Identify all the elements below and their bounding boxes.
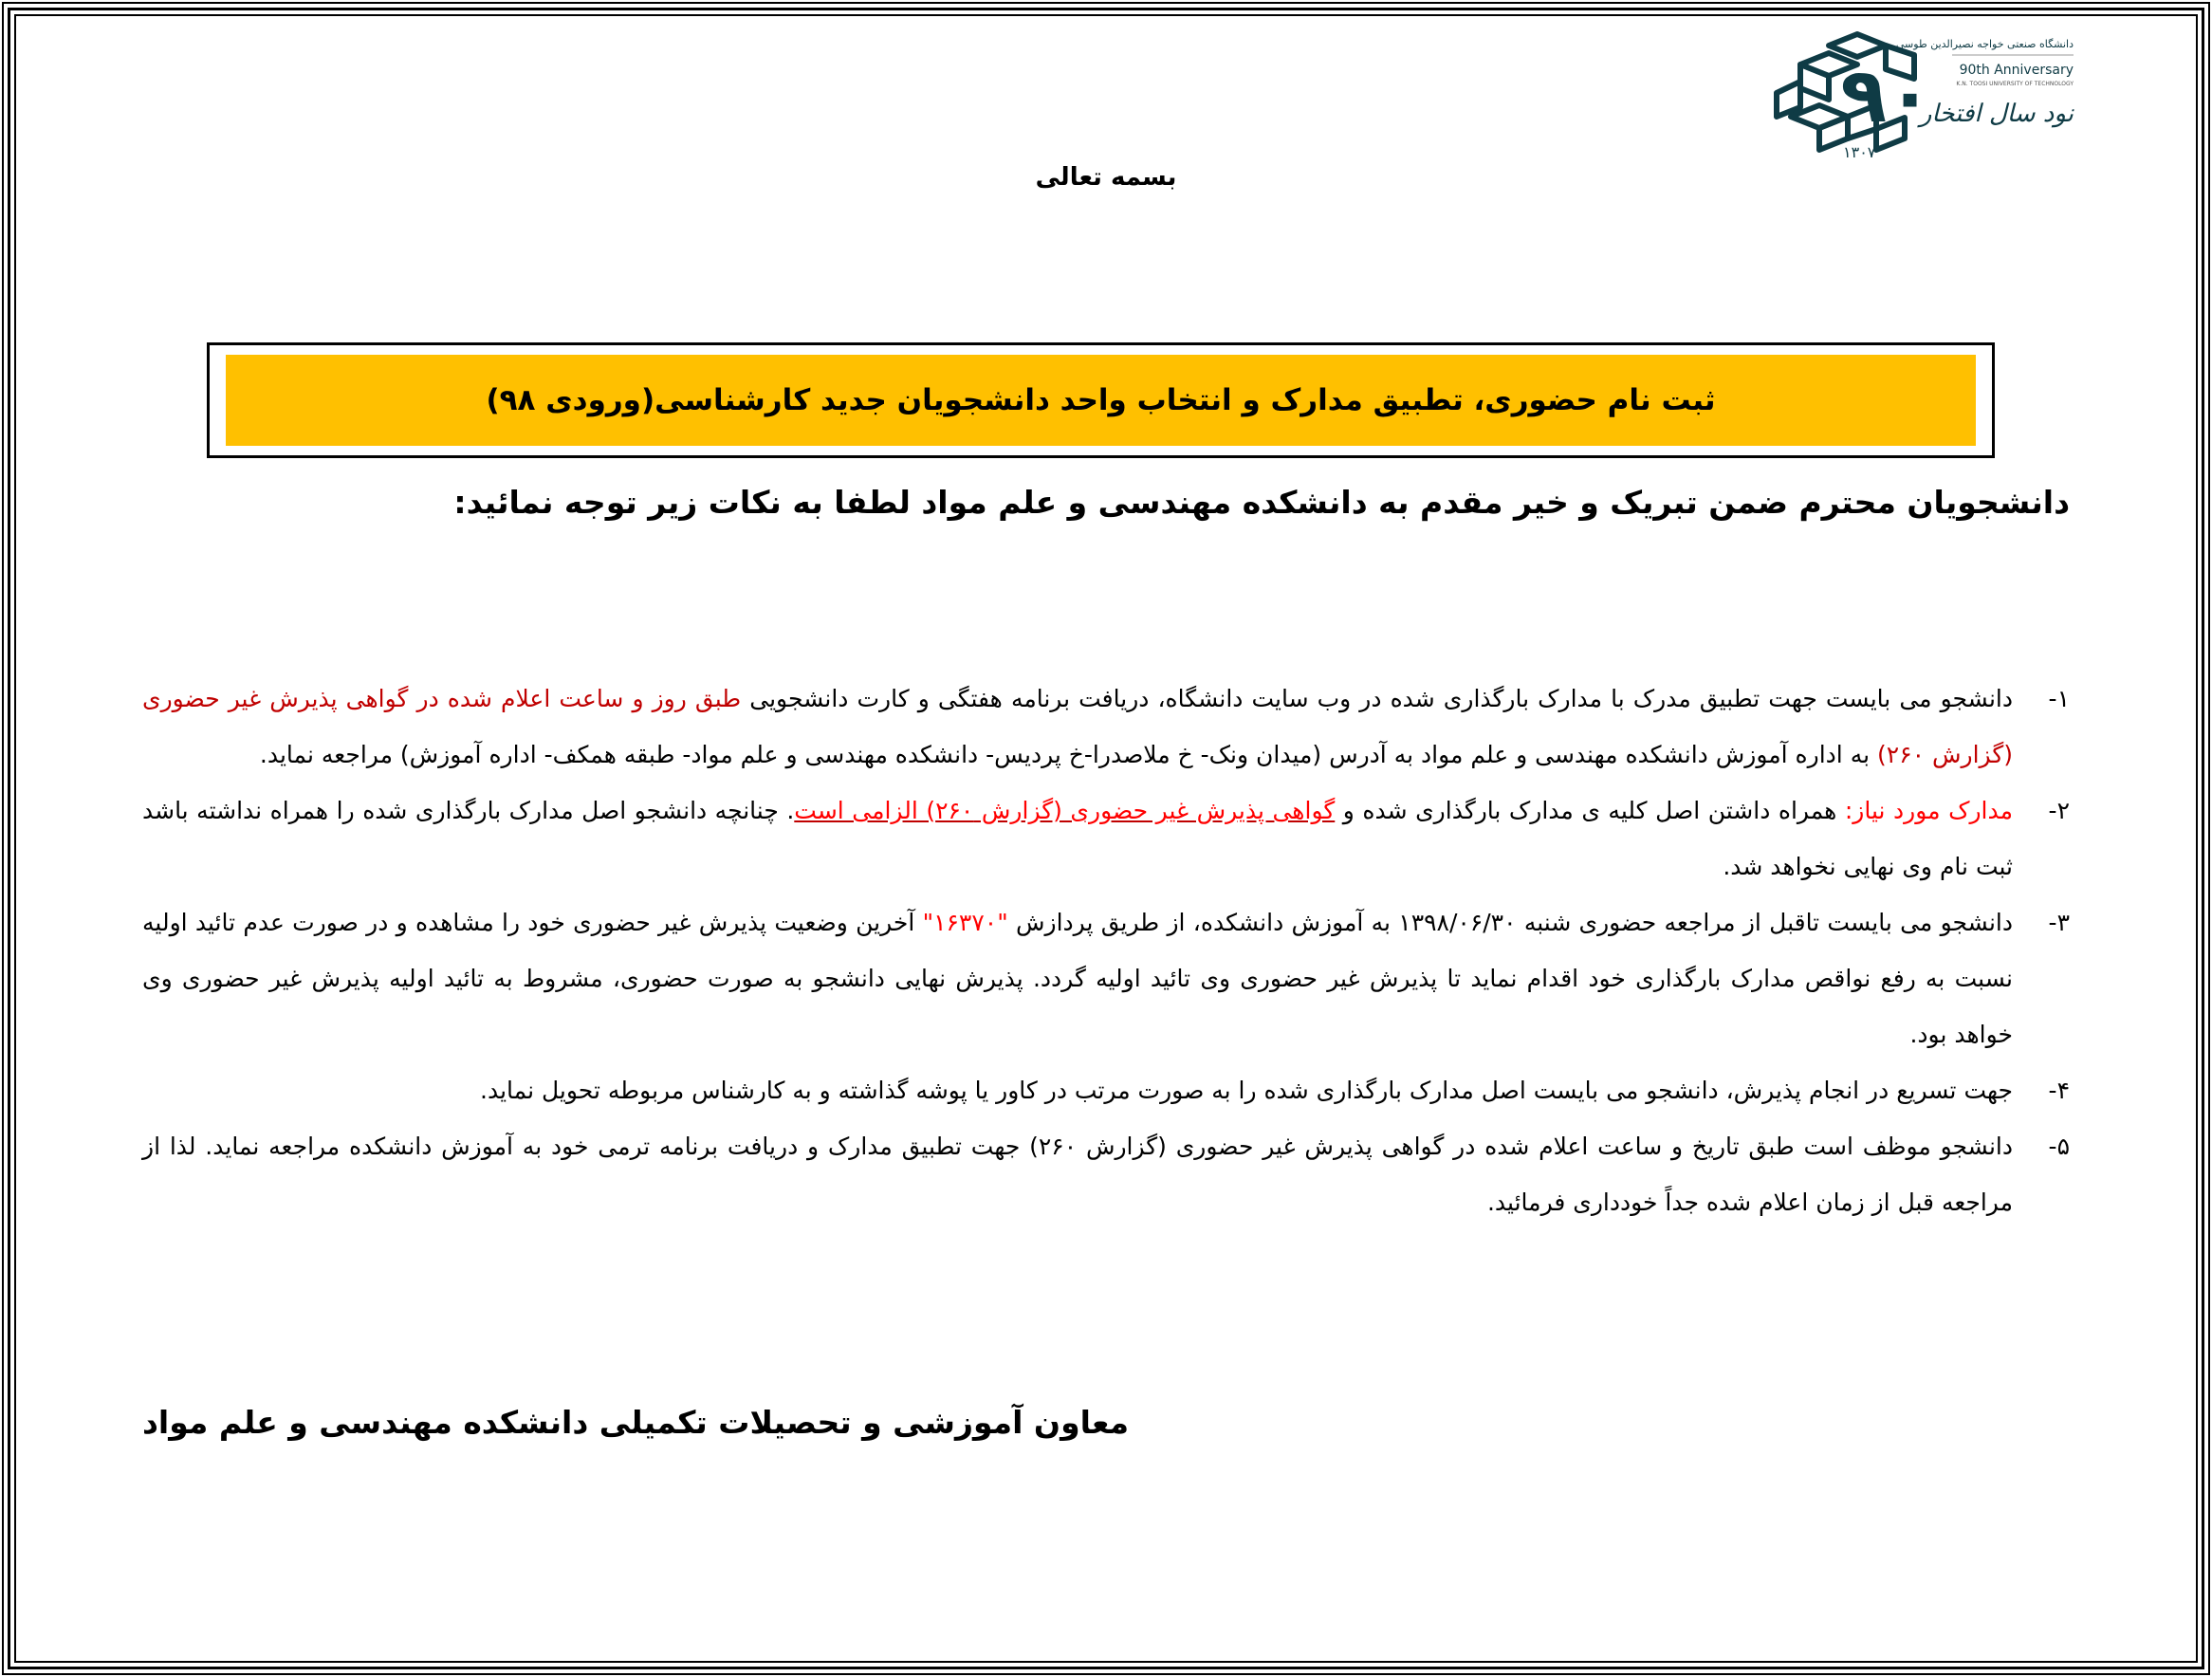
logo-university-en: K.N. TOOSI UNIVERSITY OF TECHNOLOGY	[1956, 81, 2074, 87]
logo-university-name: دانشگاه صنعتی خواجه نصیرالدین طوسی	[1895, 38, 2074, 50]
item-text: جهت تسریع در انجام پذیرش، دانشجو می بایست اصل مدارک بارگذاری شده را به صورت مرتب در کاور یا پوشه گذاشته و به کارشناس مربوطه تحویل نماید.	[480, 1077, 2013, 1104]
item-text: همراه داشتن اصل کلیه ی مدارک بارگذاری شده و	[1335, 797, 1845, 824]
item-highlight-underlined: گواهی پذیرش غیر حضوری (گزارش ۲۶۰) الزامی است	[794, 797, 1336, 824]
logo-anniversary-fa: نود سال افتخار	[1919, 100, 2074, 128]
page-title: ثبت نام حضوری، تطبیق مدارک و انتخاب واحد دانشجویان جدید کارشناسی(ورودی ۹۸)	[486, 383, 1716, 417]
item-highlight: مدارک مورد نیاز:	[1844, 797, 2013, 824]
list-item	[142, 894, 2070, 1062]
logo-numeral: ۹۰	[1840, 51, 1933, 139]
list-item	[142, 671, 2070, 783]
logo-year: ۱۳۰۷	[1843, 143, 1876, 159]
list-item-number: ۲-	[2048, 797, 2070, 824]
item-text: دانشجو موظف است طبق تاریخ و ساعت اعلام شده در گواهی پذیرش غیر حضوری (گزارش ۲۶۰) جهت تطبیق مدارک و دریافت برنامه ترمی خود به آموزش دانشکده مراجعه نماید. لذا از مراجعه قبل از زمان اعلام شده جداً خودداری فرمائید.	[142, 1133, 2013, 1216]
invocation-heading: بسمه تعالی	[1035, 163, 1177, 192]
title-banner	[226, 355, 1976, 446]
instructions-list	[142, 671, 2070, 1230]
item-text: به اداره آموزش دانشکده مهندسی و علم مواد به آدرس (میدان ونک- خ ملاصدرا-خ پردیس- دانشکده مهندسی و علم مواد- طبقه همکف- اداره آموزش) مراجعه نماید.	[259, 741, 1877, 768]
university-logo	[1772, 27, 2075, 159]
item-text: دانشجو می بایست تاقبل از مراجعه حضوری شنبه ۱۳۹۸/۰۶/۳۰ به آموزش دانشکده، از طریق پردازش	[1007, 909, 2013, 936]
logo-graphic	[1772, 27, 2075, 159]
list-item-number: ۴-	[2048, 1077, 2070, 1104]
item-text: دانشجو می بایست جهت تطبیق مدرک با مدارک بارگذاری شده در وب سایت دانشگاه، دریافت برنامه هفتگی و کارت دانشجویی	[741, 685, 2014, 712]
item-highlight: "۱۶۳۷۰"	[922, 909, 1008, 936]
list-item	[142, 1118, 2070, 1230]
list-item	[142, 783, 2070, 894]
greeting-heading: دانشجویان محترم ضمن تبریک و خیر مقدم به دانشکده مهندسی و علم مواد لطفا به نکات زیر توجه نمائید:	[453, 484, 2070, 521]
item-highlight: طبق روز و ساعت اعلام شده در گواهی پذیرش غیر حضوری (گزارش ۲۶۰)	[142, 685, 2013, 768]
list-item-number: ۳-	[2048, 909, 2070, 936]
list-item	[142, 1062, 2070, 1118]
list-item-number: ۱-	[2048, 685, 2070, 712]
signature: معاون آموزشی و تحصیلات تکمیلی دانشکده مهندسی و علم مواد	[142, 1404, 1130, 1441]
item-text: آخرین وضعیت پذیرش غیر حضوری خود را مشاهده و در صورت عدم تائید اولیه نسبت به رفع نواقص مدارک بارگذاری خود اقدام نماید تا پذیرش غیر حضوری وی تائید اولیه گردد. پذیرش نهایی دانشجو به صورت حضوری، مشروط به تائید اولیه پذیرش غیر حضوری وی خواهد بود.	[142, 909, 2013, 1048]
logo-anniversary-en: 90th Anniversary	[1959, 63, 2074, 78]
item-text: . چنانچه دانشجو اصل مدارک بارگذاری شده را همراه نداشته باشد ثبت نام وی نهایی نخواهد شد.	[142, 797, 2013, 880]
list-item-number: ۵-	[2048, 1133, 2070, 1160]
title-box	[207, 342, 1995, 458]
